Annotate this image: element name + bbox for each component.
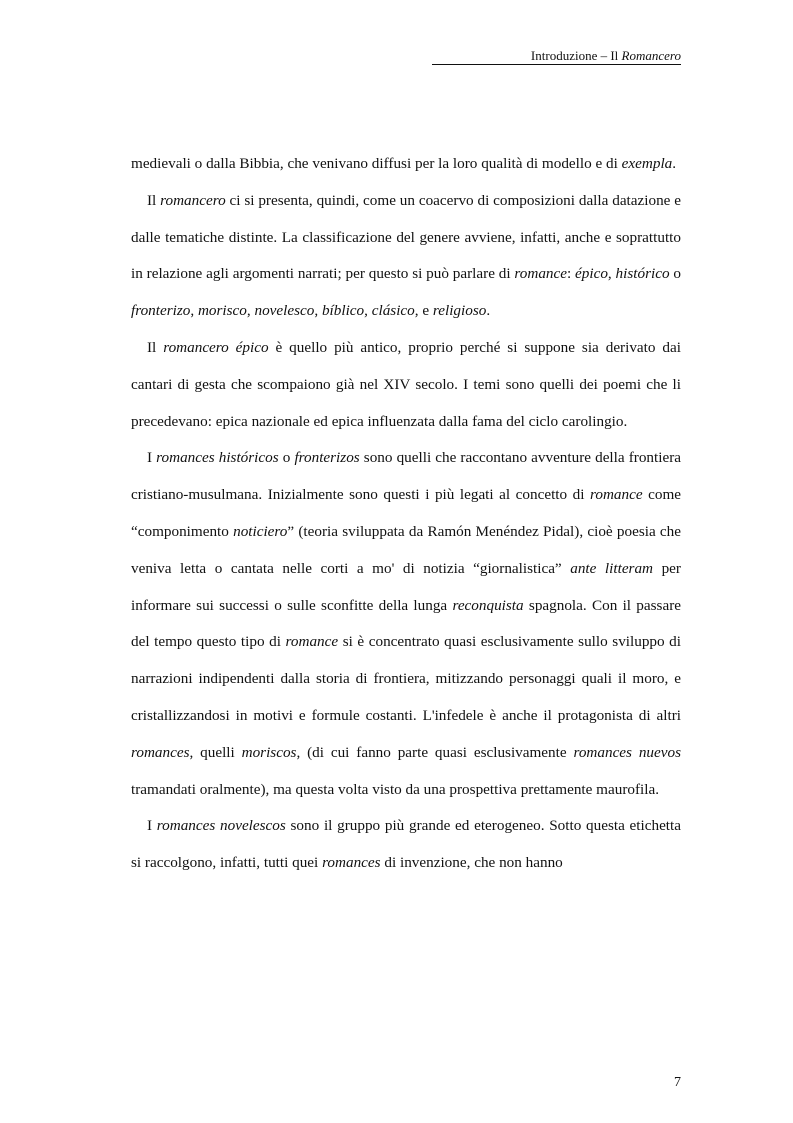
paragraph-4 xyxy=(131,440,681,808)
text-span: o xyxy=(669,265,681,283)
italic-span: ante litteram xyxy=(570,559,654,577)
text-span: ” (teoria sviluppata da Ramón Menéndez Pidal), cioè poesia che veniva letta o cantata nelle corti a mo' di notizia “giornalistica” xyxy=(131,522,681,577)
text-span: , xyxy=(364,302,372,320)
page-number: 7 xyxy=(674,1075,681,1090)
text-span: , xyxy=(246,302,255,320)
paragraph-5 xyxy=(131,808,681,882)
italic-span: novelesco xyxy=(254,302,315,320)
paragraph-2 xyxy=(131,183,681,330)
italic-span: romances nuevos xyxy=(573,743,681,761)
italic-span: bíblico xyxy=(321,302,365,320)
running-header xyxy=(531,48,681,64)
text-span: come “componimento xyxy=(131,486,682,540)
italic-span: romancero épico xyxy=(163,338,269,356)
italic-span: morisco xyxy=(197,302,247,320)
italic-span: romance xyxy=(590,486,643,504)
italic-span: romancero xyxy=(160,191,226,209)
text-span: è quello più antico, proprio perché si suppone sia derivato dai cantari di gesta che scompaiono già nel XIV secolo. I temi sono quelli dei poemi che li precedevano: epica nazionale ed epica influenzata dalla fama del ciclo carolingio. xyxy=(131,338,681,430)
italic-span: moriscos xyxy=(241,743,297,761)
italic-span: fronterizos xyxy=(294,449,360,467)
text-span: Il xyxy=(147,191,161,209)
italic-span: reconquista xyxy=(452,596,524,614)
text-span: tramandati oralmente), ma questa volta visto da una prospettiva prettamente maurofila. xyxy=(131,780,660,798)
italic-span: exempla xyxy=(621,155,673,172)
italic-span: histórico xyxy=(615,265,670,283)
paragraph-1 xyxy=(131,146,681,183)
italic-span: noticiero xyxy=(233,522,288,540)
text-span: Il xyxy=(147,338,164,356)
italic-span: clásico xyxy=(371,302,415,320)
header-title-italic: Romancero xyxy=(621,48,681,63)
italic-span: épico xyxy=(575,265,608,283)
italic-span: romance xyxy=(514,265,567,283)
text-span: o xyxy=(278,449,295,467)
text-span: , xyxy=(314,302,322,320)
text-span: si è concentrato quasi esclusivamente sullo sviluppo di narrazioni indipendenti dalla storia di frontiera, mitizzando personaggi quali il moro, e cristallizzandosi in motivi e formule costanti. L'infedele è anche il protagonista di altri xyxy=(131,633,681,724)
paragraph-3 xyxy=(131,330,681,440)
text-span: per informare sui successi o sulle sconfitte della lunga xyxy=(131,559,681,614)
text-span: . xyxy=(486,302,491,320)
header-rule xyxy=(432,64,681,65)
text-span: spagnola. Con il passare del tempo questo tipo di xyxy=(131,596,681,651)
italic-span: romances novelescos xyxy=(156,817,286,835)
italic-span: romances históricos xyxy=(156,449,279,467)
text-span: I xyxy=(147,817,157,835)
text-span: I xyxy=(147,449,157,467)
italic-span: fronterizo xyxy=(131,302,191,320)
header-prefix: Introduzione – Il xyxy=(530,48,622,63)
text-span: medievali o dalla Bibbia, che venivano diffusi per la loro qualità di modello e di xyxy=(131,155,622,172)
text-span: sono il gruppo più grande ed eterogeneo. Sotto questa etichetta si raccolgono, infatti, tutti quei xyxy=(131,817,681,872)
text-span: , xyxy=(190,302,198,320)
text-span: di invenzione, che non hanno xyxy=(380,854,563,872)
text-span: sono quelli che raccontano avventure della frontiera cristiano-musulmana. Inizialmente sono questi i più legati al concetto di xyxy=(131,449,681,504)
body-text xyxy=(131,146,681,882)
text-span: ci si presenta, quindi, come un coacervo di composizioni dalla datazione e dalle tematiche distinte. La classificazione del genere avviene, infatti, anche e soprattutto in relazione agli argomenti narrati; per questo si può parlare di xyxy=(131,191,682,283)
italic-span: religioso xyxy=(432,302,487,320)
text-span: , quelli xyxy=(189,743,242,761)
text-span: , e xyxy=(414,302,433,320)
text-span: , (di cui fanno parte quasi esclusivamente xyxy=(296,743,574,761)
italic-span: romances xyxy=(131,743,190,761)
text-span: , xyxy=(607,265,616,283)
text-span: . xyxy=(672,155,677,172)
italic-span: romances xyxy=(322,854,381,872)
italic-span: romance xyxy=(285,633,339,651)
text-span: : xyxy=(566,265,576,283)
